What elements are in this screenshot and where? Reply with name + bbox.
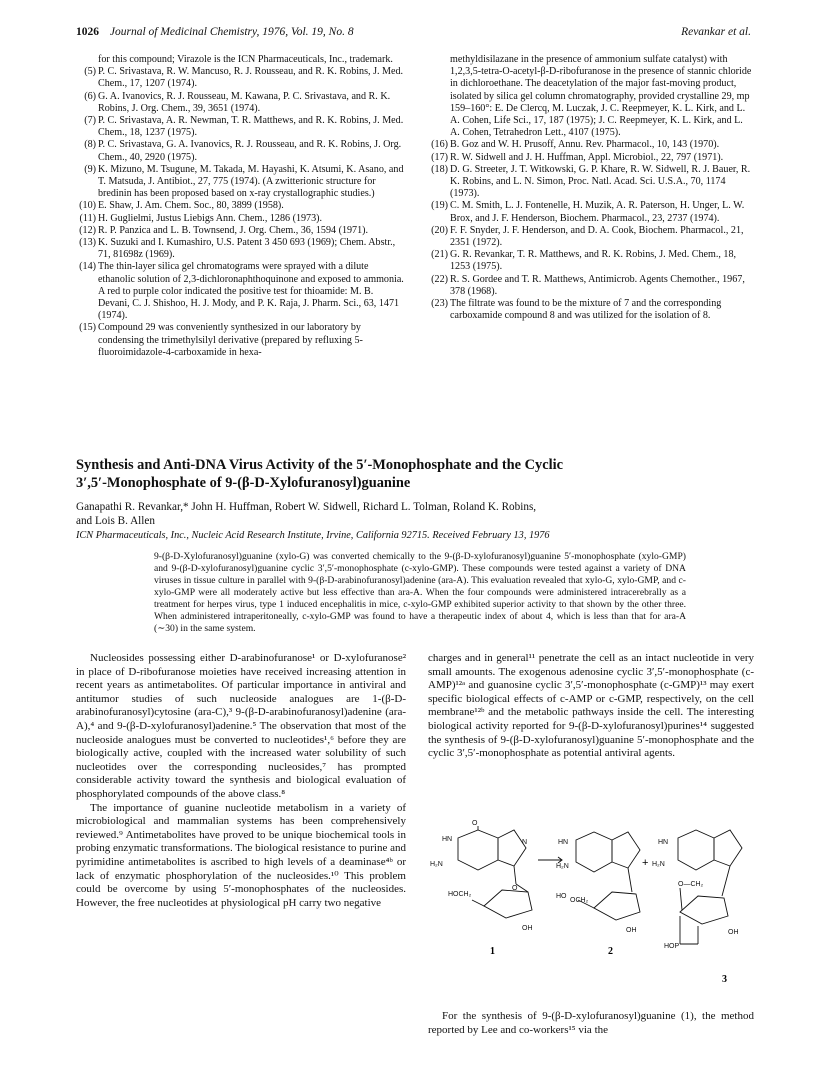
reference-item: (19) C. M. Smith, L. J. Fontenelle, H. Muzik, A. R. Paterson, H. Unger, L. W. Brox, and J. F. Henderson, Biochem. Pharmacol., 23, 2737 (1974).	[431, 200, 745, 224]
reference-item: (16) B. Goz and W. H. Prusoff, Annu. Rev. Pharmacol., 10, 143 (1970).	[431, 139, 720, 151]
received-date: Received February 13, 1976	[432, 530, 550, 541]
reference-item: (11) H. Guglielmi, Justus Liebigs Ann. Chem., 1286 (1973).	[79, 212, 323, 224]
body-paragraph: charges and in general¹¹ penetrate the cell as an intact nucleotide in very small amounts. The exogenous adenosine cyclic 3′,5′-monophosphate (c-AMP)¹²ᵃ and guanosine cyclic 3′,5′-monophosphate (c-GMP)¹³ may exert specific biological effects of c-AMP or c-GMP, respectively, on the cell membrane¹²ᵇ and the metabolic pathways inside the cell. The interesting biological activity reported for 9-(β-D-xylofuranosyl)purines¹⁴ suggested the synthesis of 9-(β-D-xylofuranosyl)guanine 5′-monophosphate and the cyclic 3′,5′-monophosphate as potential antiviral agents.	[428, 652, 754, 760]
title-line-1: Synthesis and Anti-DNA Virus Activity of the 5′-Monophosphate and the Cyclic	[76, 457, 563, 473]
atom-label: H₂N	[556, 863, 569, 870]
affiliation	[76, 530, 756, 541]
atom-label: HN	[442, 836, 453, 843]
body-paragraph: The importance of guanine nucleotide metabolism in a variety of microbiological and mammalian systems has been comprehensively reviewed.⁹ Antimetabolites have proved to be unique biochemical tools in probing enzymatic transformations. The biological resistance to purine and pyrimidine antimetabolites is ascribed to high levels of a deaminase⁴ᵇ or lack of enzymatic phosphorylation of the nucleosides.¹⁰ This problem could be overcome by using 5′-monophosphates of the nucleosides. However, the free nucleotides at physiological pH carry two negative	[76, 801, 407, 909]
atom-label: HO	[556, 893, 567, 900]
running-head: Revankar et al.	[681, 26, 751, 38]
reference-item: methyldisilazane in the presence of ammonium sulfate catalyst) with 1,2,3,5-tetra-O-acetyl-β-D-ribofuranose in the presence of stannic chloride in dichloroethane. The deacetylation of the major fast-moving product, isolated by silica gel column chromatography, provided crystalline 29, mp 159–160°: E. De Clercq, M. Luczak, J. C. Reepmeyer, K. L. Kirk, and L. A. Cohen, Life Sci., 17, 187 (1975); J. C. Reepmeyer, K. L. Kirk, and L. A. Cohen, Tetrahedron Lett., 4107 (1975).	[450, 54, 752, 139]
atom-label: OH	[728, 929, 739, 936]
reference-item: (10) E. Shaw, J. Am. Chem. Soc., 80, 3899 (1958).	[79, 200, 284, 212]
author-list	[76, 500, 756, 528]
body-right-column-continued	[428, 1010, 754, 1037]
reference-item: (21) G. R. Revankar, T. R. Matthews, and R. K. Robins, J. Med. Chem., 18, 1253 (1975).	[431, 249, 737, 273]
atom-label: HN	[558, 839, 569, 846]
atom-label: O	[512, 885, 518, 892]
compound-label-1: 1	[490, 946, 495, 957]
structure-drawing	[428, 820, 754, 986]
title-line-2: 3′,5′-Monophosphate of 9-(β-D-Xylofuranosyl)guanine	[76, 475, 411, 491]
reference-item: (17) R. W. Sidwell and J. H. Huffman, Appl. Microbiol., 22, 797 (1971).	[431, 151, 724, 163]
atom-label: OH	[626, 927, 637, 934]
affiliation-text: ICN Pharmaceuticals, Inc., Nucleic Acid Research Institute, Irvine, California 92715.	[76, 530, 430, 541]
authors-line-1: Ganapathi R. Revankar,* John H. Huffman, Robert W. Sidwell, Richard L. Tolman, Roland K. Robins,	[76, 501, 537, 513]
atom-label: HOP	[664, 943, 680, 950]
article-title	[76, 456, 756, 492]
body-left-column	[76, 652, 406, 910]
compound-label-3: 3	[722, 974, 727, 985]
reference-item: (14) The thin-layer silica gel chromatograms were sprayed with a dilute ethanolic solution of 2,3-dichloronaphthoquinone and exposed to ammonia. A red to purple color indicated the positive test for thioamide: M. B. Devani, C. J. Shishoo, H. J. Mody, and P. K. Raja, J. Pharm. Sci., 63, 1471 (1974).	[79, 261, 404, 322]
body-right-column	[428, 652, 754, 761]
page-number: 1026	[76, 26, 99, 38]
reference-item: (18) D. G. Streeter, J. T. Witkowski, G. P. Khare, R. W. Sidwell, R. J. Bauer, R. K. Robins, and L. N. Simon, Proc. Natl. Acad. Sci. U.S.A., 70, 1174 (1973).	[431, 163, 751, 200]
atom-label: H₂N	[430, 861, 443, 868]
compound-label-2: 2	[608, 946, 613, 957]
reference-item: (13) K. Suzuki and I. Kumashiro, U.S. Patent 3 450 693 (1969); Chem. Abstr., 71, 81698z (1969).	[79, 237, 396, 261]
atom-label: O	[472, 820, 478, 827]
atom-label: N	[522, 839, 528, 846]
plus-sign: +	[642, 857, 649, 869]
reference-item: (9) K. Mizuno, M. Tsugune, M. Takada, M. Hayashi, K. Atsumi, K. Asano, and T. Matsuda, J. Antibiot., 27, 775 (1974). (A zwitterionic structure for bredinin has been proposed based on x-ray crystallographic studies.)	[84, 163, 404, 200]
reference-item: for this compound; Virazole is the ICN Pharmaceuticals, Inc., trademark.	[98, 54, 393, 65]
abstract: 9-(β-D-Xylofuranosyl)guanine (xylo-G) was converted chemically to the 9-(β-D-xylofuranosyl)guanine 5′-monophosphate (xylo-GMP) and 9-(β-D-xylofuranosyl)guanine cyclic 3′,5′-monophosphate (c-xylo-GMP). These compounds were tested against a variety of DNA viruses in tissue culture in parallel with 9-(β-D-arabinofuranosyl)adenine (ara-A). This evaluation revealed that xylo-G, xylo-GMP, and c-xylo-GMP were all moderately active but less effective than ara-A. When the four compounds were administered intracerebrally as a treatment for herpes virus, type 1 induced encephalitis in mice, c-xylo-GMP exhibited superior activity to that shown by the other three. When administered intraperitoneally, c-xylo-GMP was found to have a therapeutic index of about 4, which is less than that for ara-A (∼30) in the same system.	[154, 551, 686, 634]
authors-line-2: and Lois B. Allen	[76, 515, 155, 527]
reference-item: (23) The filtrate was found to be the mixture of 7 and the corresponding carboxamide compound 8 and was utilized for the isolation of 8.	[431, 298, 722, 322]
reference-item: (12) R. P. Panzica and L. B. Townsend, J. Org. Chem., 36, 1594 (1971).	[79, 224, 369, 236]
reference-item: (20) F. F. Snyder, J. F. Henderson, and D. A. Cook, Biochem. Pharmacol., 21, 2351 (1972).	[431, 224, 744, 249]
atom-label: HN	[658, 839, 669, 846]
reference-item: (8) P. C. Srivastava, G. A. Ivanovics, R. J. Rousseau, and R. K. Robins, J. Org. Chem., 40, 2920 (1975).	[84, 139, 402, 163]
references-left-column	[76, 54, 406, 359]
atom-label: OH	[522, 925, 533, 932]
atom-label: OCH₂	[570, 897, 589, 904]
reference-item: (5) P. C. Srivastava, R. W. Mancuso, R. J. Rousseau, and R. K. Robins, J. Med. Chem., 17, 1207 (1974).	[84, 66, 404, 90]
atom-label: H₂N	[652, 861, 665, 868]
reference-item: (22) R. S. Gordee and T. R. Matthews, Antimicrob. Agents Chemother., 1967, 378 (1968).	[431, 273, 745, 297]
atom-label: HOCH₂	[448, 891, 472, 898]
body-paragraph: For the synthesis of 9-(β-D-xylofuranosyl)guanine (1), the method reported by Lee and co-workers¹⁵ via the	[428, 1010, 754, 1036]
reference-item: (7) P. C. Srivastava, A. R. Newman, T. R. Matthews, and R. K. Robins, J. Med. Chem., 18, 1237 (1975).	[84, 115, 404, 139]
chemical-scheme	[428, 820, 754, 986]
reference-item: (6) G. A. Ivanovics, R. J. Rousseau, M. Kawana, P. C. Srivastava, and R. K. Robins, J. Org. Chem., 39, 3651 (1974).	[84, 90, 391, 114]
body-paragraph: Nucleosides possessing either D-arabinofuranose¹ or D-xylofuranose² in place of D-ribofuranose moieties have received increasing attention in recent years as antimetabolites. Of particular importance in antiviral and antitumor studies of such nucleoside analogues are 1-(β-D-arabinofuranosyl)cytosine (ara-C),³ 9-(β-D-arabinofuranosyl)adenine (ara-A),⁴ and 9-(β-D-xylofuranosyl)adenine.⁵ The observation that most of the nucleoside analogues must be converted to nucleotides¹,⁶ before they are biologically active, coupled with the increased water solubility of such nucleotides over the corresponding nucleosides,⁷ has prompted considerable activity toward the synthesis and biological evaluation of phosphorylated compounds of the above class.⁸	[76, 652, 406, 800]
journal-citation: Journal of Medicinal Chemistry, 1976, Vol. 19, No. 8	[109, 26, 354, 38]
page-header	[76, 26, 751, 42]
reference-item: (15) Compound 29 was conveniently synthesized in our laboratory by condensing the trimethylsilyl derivative (prepared by refluxing 5-fluoroimidazole-4-carboxamide in hexa-	[79, 322, 363, 358]
atom-label: O—CH₂	[678, 881, 704, 888]
references-right-column	[428, 54, 752, 322]
